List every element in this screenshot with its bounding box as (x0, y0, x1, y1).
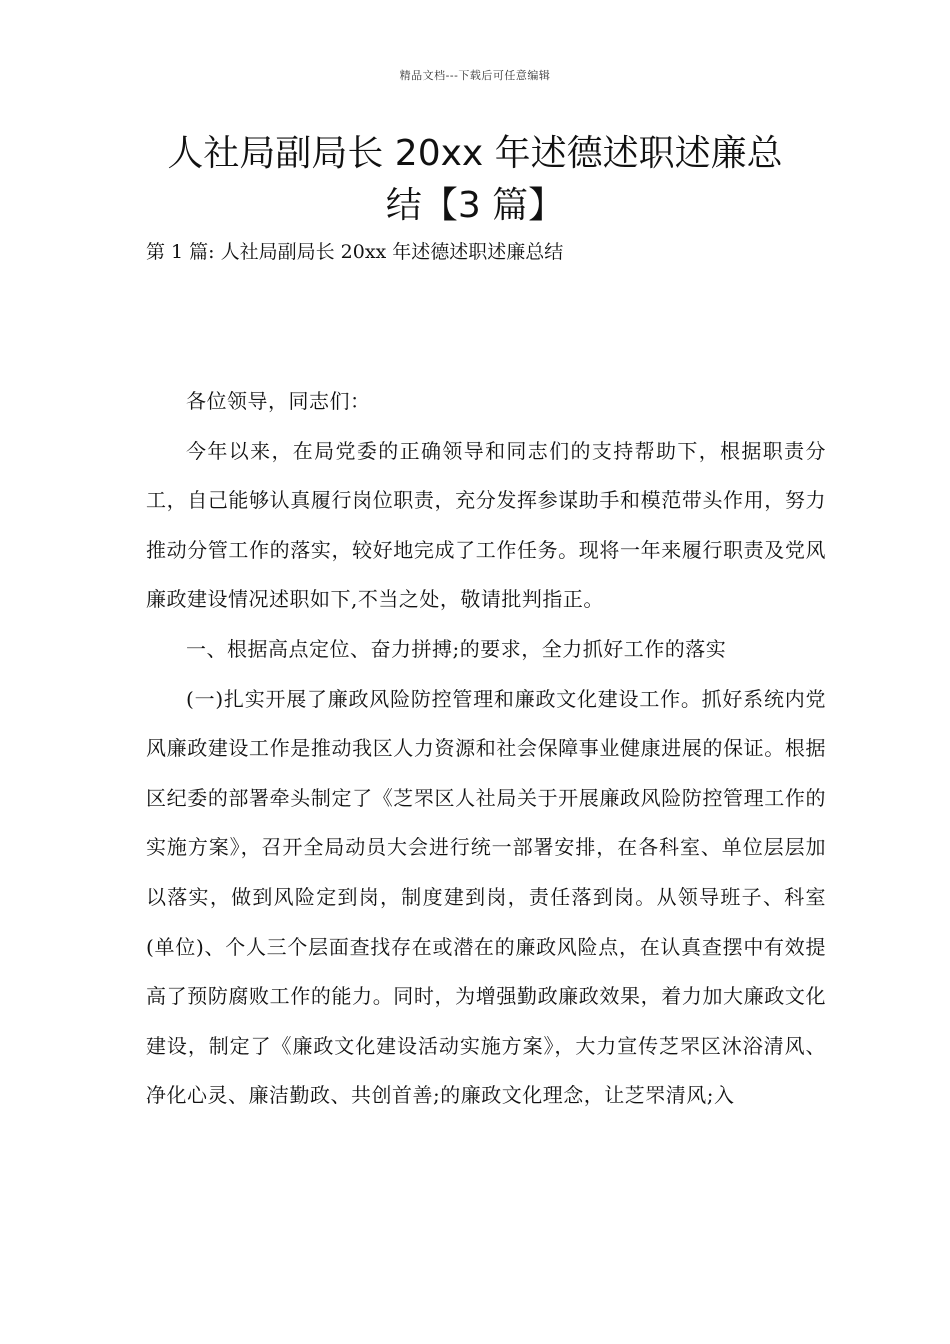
header-note: 精品文档---下载后可任意编辑 (399, 69, 551, 82)
document-body (146, 377, 826, 1121)
body-paragraph: 今年以来，在局党委的正确领导和同志们的支持帮助下，根据职责分工，自己能够认真履行岗位职责，充分发挥参谋助手和模范带头作用，努力推动分管工作的落实，较好地完成了工作任务。现将一年来履行职责及党风廉政建设情况述职如下,不当之处，敬请批判指正。 (146, 438, 826, 612)
section-subtitle: 第 1 篇: 人社局副局长 20xx 年述德述职述廉总结 (146, 241, 564, 263)
section-heading: 一、根据高点定位、奋力拼搏;的要求，全力抓好工作的落实 (186, 636, 727, 661)
title-line-2: 结【3 篇】 (385, 185, 565, 226)
body-paragraph: (一)扎实开展了廉政风险防控管理和廉政文化建设工作。抓好系统内党风廉政建设工作是推动我区人力资源和社会保障事业健康进展的保证。根据区纪委的部署牵头制定了《芝罘区人社局关于开展廉政风险防控管理工作的实施方案》，召开全局动员大会进行统一部署安排，在各科室、单位层层加以落实，做到风险定到岗，制度建到岗，责任落到岗。从领导班子、科室(单位)、个人三个层面查找存在或潜在的廉政风险点，在认真查摆中有效提高了预防腐败工作的能力。同时，为增强勤政廉政效果，着力加大廉政文化建设，制定了《廉政文化建设活动实施方案》，大力宣传芝罘区沐浴清风、净化心灵、廉洁勤政、共创首善;的廉政文化理念，让芝罘清风;入 (146, 686, 826, 1108)
salutation-paragraph: 各位领导，同志们： (186, 389, 371, 413)
document-title (120, 128, 830, 232)
title-line-1: 人社局副局长 20xx 年述德述职述廉总 (167, 133, 783, 174)
